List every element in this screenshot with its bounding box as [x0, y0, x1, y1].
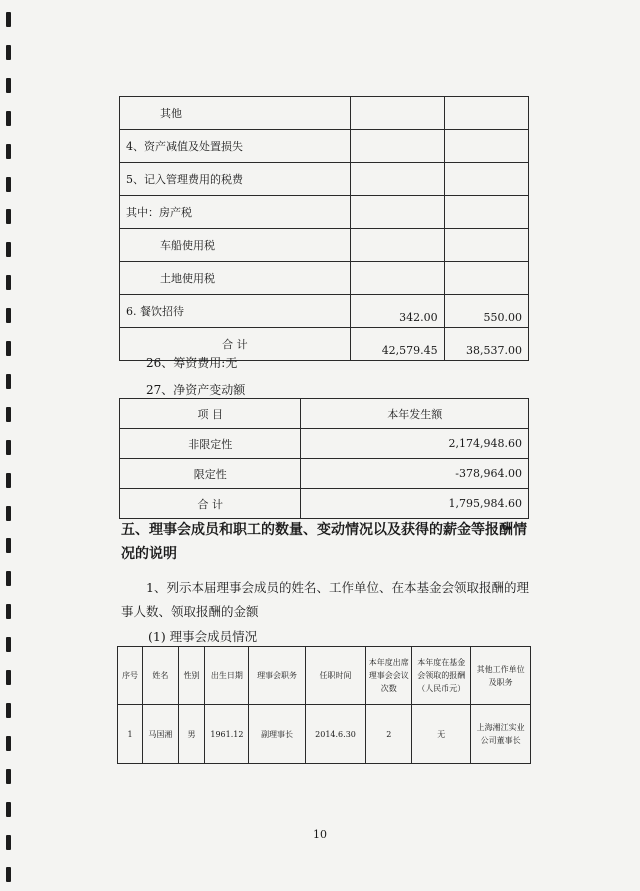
board-header-cell: 出生日期 — [205, 647, 249, 705]
binding-hole — [6, 703, 11, 718]
board-cell: 2014.6.30 — [305, 705, 366, 764]
expense-previous — [444, 262, 528, 295]
expense-table — [119, 96, 529, 361]
board-header-cell: 理事会职务 — [249, 647, 305, 705]
section-5-heading: 五、理事会成员和职工的数量、变动情况以及获得的薪金等报酬情况的说明 — [121, 522, 527, 562]
board-header-cell: 本年度在基金会领取的报酬（人民币元） — [412, 647, 471, 705]
binding-hole — [6, 341, 11, 356]
expense-label: 其他 — [120, 97, 351, 130]
board-cell: 男 — [178, 705, 205, 764]
binding-hole — [6, 769, 11, 784]
binding-hole — [6, 111, 11, 126]
expense-row — [120, 130, 529, 163]
binding-hole — [6, 538, 11, 553]
expense-current — [350, 130, 444, 163]
binding-hole — [6, 308, 11, 323]
net-asset-row-value: -378,964.00 — [301, 459, 529, 489]
board-cell: 副理事长 — [249, 705, 305, 764]
board-header-cell: 本年度出席理事会会议次数 — [366, 647, 412, 705]
board-header-cell: 任职时间 — [305, 647, 366, 705]
binding-hole — [6, 242, 11, 257]
expense-row — [120, 196, 529, 229]
board-cell: 马国湘 — [143, 705, 178, 764]
binding-hole — [6, 275, 11, 290]
net-asset-table — [119, 398, 529, 519]
section-27: 27、净资产变动额 — [146, 383, 246, 397]
net-asset-row-value: 1,795,984.60 — [301, 489, 529, 519]
expense-label: 6. 餐饮招待 — [120, 295, 351, 328]
expense-current: 42,579.45 — [350, 328, 444, 361]
sub-heading: (1) 理事会成员情况 — [148, 629, 258, 644]
net-asset-row-label: 合 计 — [120, 489, 301, 519]
binding-hole — [6, 604, 11, 619]
board-members-table — [117, 646, 531, 764]
expense-current: 342.00 — [350, 295, 444, 328]
board-cell: 1 — [118, 705, 143, 764]
binding-hole — [6, 867, 11, 882]
expense-row — [120, 229, 529, 262]
expense-previous — [444, 163, 528, 196]
expense-previous: 38,537.00 — [444, 328, 528, 361]
binding-hole — [6, 45, 11, 60]
net-asset-row-label: 限定性 — [120, 459, 301, 489]
expense-label: 其中：房产税 — [120, 196, 351, 229]
binding-hole — [6, 374, 11, 389]
binding-hole — [6, 177, 11, 192]
binding-hole — [6, 440, 11, 455]
expense-row — [120, 262, 529, 295]
expense-row — [120, 163, 529, 196]
board-header-cell: 性别 — [178, 647, 205, 705]
expense-current — [350, 229, 444, 262]
expense-previous — [444, 229, 528, 262]
expense-label: 车船使用税 — [120, 229, 351, 262]
binding-hole — [6, 736, 11, 751]
expense-previous — [444, 196, 528, 229]
expense-previous: 550.00 — [444, 295, 528, 328]
net-asset-header-item: 项 目 — [120, 399, 301, 429]
expense-label: 土地使用税 — [120, 262, 351, 295]
expense-previous — [444, 130, 528, 163]
binding-holes — [6, 0, 16, 891]
binding-hole — [6, 571, 11, 586]
expense-label: 4、资产减值及处置损失 — [120, 130, 351, 163]
section-26: 26、筹资费用:无 — [146, 356, 238, 370]
binding-hole — [6, 670, 11, 685]
binding-hole — [6, 12, 11, 27]
binding-hole — [6, 78, 11, 93]
expense-row — [120, 295, 529, 328]
expense-current — [350, 262, 444, 295]
expense-current — [350, 97, 444, 130]
net-asset-header-amount: 本年发生额 — [301, 399, 529, 429]
page-number: 10 — [313, 828, 327, 841]
binding-hole — [6, 473, 11, 488]
net-asset-row-value: 2,174,948.60 — [301, 429, 529, 459]
board-cell: 上海湘江实业公司董事长 — [471, 705, 531, 764]
expense-label: 合 计 — [120, 328, 351, 361]
binding-hole — [6, 802, 11, 817]
binding-hole — [6, 209, 11, 224]
board-cell: 2 — [366, 705, 412, 764]
board-header-cell: 序号 — [118, 647, 143, 705]
expense-previous — [444, 97, 528, 130]
expense-label: 5、记入管理费用的税费 — [120, 163, 351, 196]
expense-row — [120, 97, 529, 130]
board-cell: 1961.12 — [205, 705, 249, 764]
expense-current — [350, 163, 444, 196]
binding-hole — [6, 637, 11, 652]
binding-hole — [6, 407, 11, 422]
board-header-cell: 其他工作单位及职务 — [471, 647, 531, 705]
net-asset-row-label: 非限定性 — [120, 429, 301, 459]
binding-hole — [6, 506, 11, 521]
board-header-cell: 姓名 — [143, 647, 178, 705]
section-5-paragraph: 1、列示本届理事会成员的姓名、工作单位、在本基金会领取报酬的理事人数、领取报酬的金额 — [121, 580, 529, 619]
expense-current — [350, 196, 444, 229]
board-cell: 无 — [412, 705, 471, 764]
binding-hole — [6, 144, 11, 159]
